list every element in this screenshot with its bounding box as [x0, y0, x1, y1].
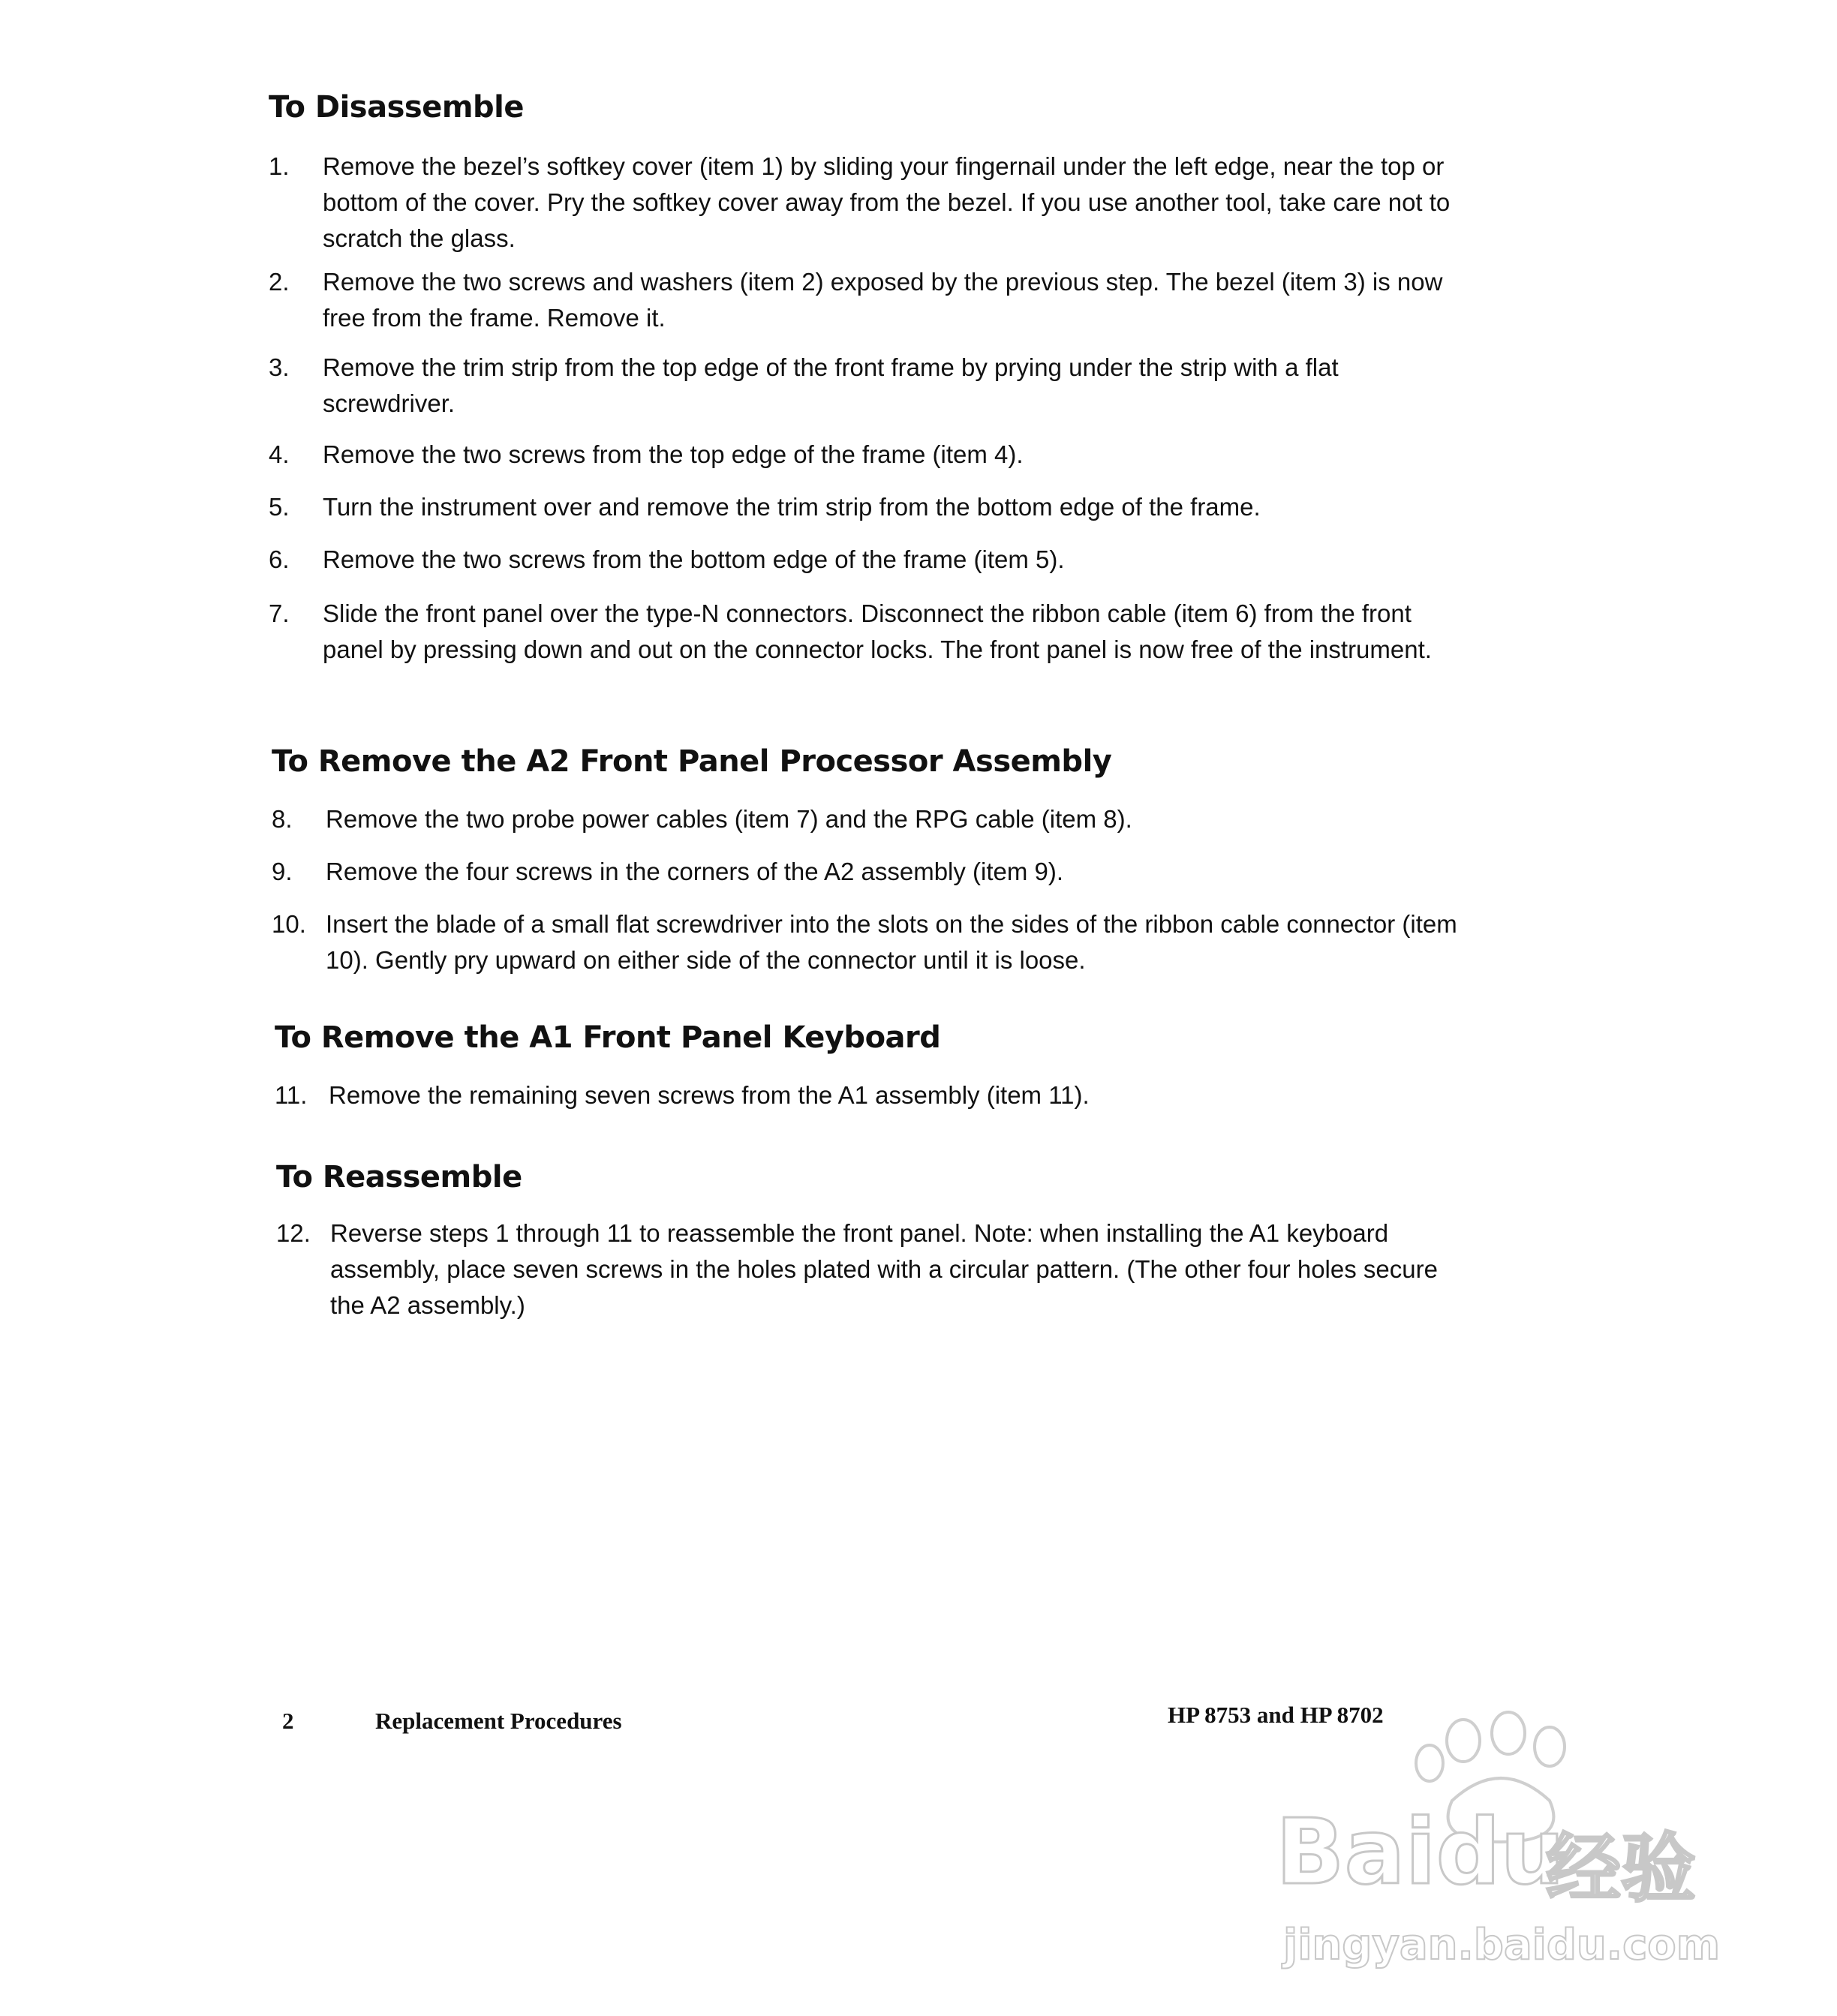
step-number: 9.	[272, 858, 293, 885]
step-number: 12.	[276, 1219, 311, 1247]
step-text: Remove the two screws from the top edge of the frame (item 4).	[323, 440, 1024, 468]
chapter-title: Replacement Procedures	[375, 1708, 622, 1734]
step-text: Remove the two probe power cables (item 7) and the RPG cable (item 8).	[326, 805, 1132, 833]
step-text: Remove the remaining seven screws from the A1 assembly (item 11).	[329, 1081, 1090, 1109]
heading-to-reassemble: To Reassemble	[276, 1160, 522, 1194]
step-number: 11.	[275, 1081, 308, 1109]
heading-to-disassemble: To Disassemble	[269, 90, 524, 125]
step-text: Remove the two screws from the bottom edge of the frame (item 5).	[323, 545, 1065, 573]
step-number: 6.	[269, 545, 290, 573]
watermark-url: jingyan.baidu.com	[1283, 1921, 1721, 1969]
step-number: 3.	[269, 353, 290, 381]
product-name: HP 8753 and HP 8702	[1168, 1702, 1384, 1728]
heading-remove-a2-processor: To Remove the A2 Front Panel Processor Assembly	[272, 744, 1112, 779]
step-text: Remove the four screws in the corners of the A2 assembly (item 9).	[326, 858, 1064, 885]
step-text: Turn the instrument over and remove the trim strip from the bottom edge of the frame.	[323, 493, 1261, 521]
heading-remove-a1-keyboard: To Remove the A1 Front Panel Keyboard	[275, 1020, 941, 1055]
page-number: 2	[282, 1708, 294, 1734]
step-text: Slide the front panel over the type-N connectors. Disconnect the ribbon cable (item 6) from the front panel by pressing down and out on the connector locks. The front panel is now free of the instrument.	[323, 599, 1432, 663]
step-number: 10.	[272, 910, 306, 938]
step-number: 4.	[269, 440, 290, 468]
step-text: Remove the two screws and washers (item 2) exposed by the previous step. The bezel (item 3) is now free from the frame. Remove it.	[323, 268, 1443, 332]
step-number: 2.	[269, 268, 290, 296]
step-text: Remove the trim strip from the top edge of the front frame by prying under the strip with a flat screwdriver.	[323, 353, 1339, 417]
watermark-brand: Baidu	[1276, 1801, 1565, 1905]
step-text: Reverse steps 1 through 11 to reassemble the front panel. Note: when installing the A1 keyboard assembly, place seven screws in the holes plated with a circular pattern. (The other four holes secure the A2 assembly.)	[330, 1219, 1438, 1319]
step-number: 1.	[269, 152, 290, 180]
baidu-watermark	[1261, 1711, 1741, 1981]
step-number: 5.	[269, 493, 290, 521]
step-number: 7.	[269, 599, 290, 627]
step-text: Insert the blade of a small flat screwdriver into the slots on the sides of the ribbon cable connector (item 10). Gently pry upward on either side of the connector until it is loose.	[326, 910, 1457, 974]
step-number: 8.	[272, 805, 293, 833]
watermark-brand-cn: 经验	[1546, 1825, 1696, 1912]
step-text: Remove the bezel’s softkey cover (item 1) by sliding your fingernail under the left edge, near the top or bottom of the cover. Pry the softkey cover away from the bezel. If you use another tool, take care not to scratch the glass.	[323, 152, 1451, 252]
